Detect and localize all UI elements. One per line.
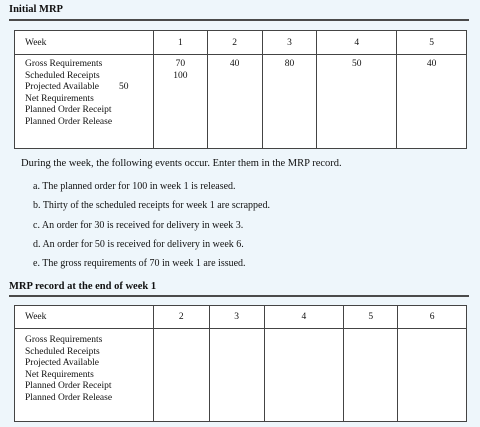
list-item: b. Thirty of the scheduled receipts for week 1 are scrapped. — [33, 200, 270, 212]
mrp-body-row — [15, 55, 467, 149]
cell: 100 — [173, 70, 188, 81]
row-labels-cell — [15, 55, 154, 149]
instructions-list — [33, 180, 270, 276]
end-mrp-table — [14, 305, 467, 422]
instructions-intro: During the week, the following events occur. Enter them in the MRP record. — [21, 158, 342, 169]
week-header-label: Week — [15, 306, 154, 329]
initial-mrp-table — [14, 30, 467, 149]
row-label: Gross Requirements — [25, 59, 103, 69]
cell: 80 — [284, 59, 295, 69]
cell — [263, 71, 317, 83]
row-label: Net Requirements — [25, 369, 94, 380]
initial-mrp-title: Initial MRP — [9, 4, 63, 15]
week-number: 5 — [397, 31, 467, 55]
week-column — [317, 55, 397, 149]
row-label: Net Requirements — [25, 93, 94, 104]
week-number: 3 — [209, 306, 264, 329]
week-header-row — [15, 31, 467, 55]
week-number: 2 — [207, 31, 262, 55]
row-labels-cell — [15, 329, 154, 422]
week-column — [398, 329, 467, 422]
section-divider — [9, 19, 469, 21]
list-item: e. The gross requirements of 70 in week 1 are issued. — [33, 258, 246, 270]
cell: 40 — [426, 59, 437, 69]
week-number: 5 — [344, 306, 398, 329]
cell: 40 — [229, 59, 240, 69]
cell: 50 — [352, 59, 362, 69]
row-label: Gross Requirements — [25, 335, 103, 345]
row-label: Planned Order Receipt — [25, 105, 112, 116]
end-mrp-title: MRP record at the end of week 1 — [9, 281, 157, 292]
initial-projected-available: 50 — [118, 82, 129, 93]
row-label: Projected Available — [25, 358, 99, 369]
list-item: d. An order for 50 is received for delivery in week 6. — [33, 238, 244, 250]
row-label: Scheduled Receipts — [25, 346, 100, 357]
week-column — [207, 55, 262, 149]
week-column — [262, 55, 317, 149]
cell — [208, 71, 262, 83]
week-column — [153, 55, 207, 149]
week-number: 4 — [317, 31, 397, 55]
week-column — [264, 329, 344, 422]
week-number: 4 — [264, 306, 344, 329]
mrp-body-row — [15, 329, 467, 422]
week-column — [209, 329, 264, 422]
week-column — [344, 329, 398, 422]
week-number: 2 — [153, 306, 209, 329]
row-label: Planned Order Receipt — [25, 381, 112, 392]
row-label: Planned Order Release — [25, 116, 113, 127]
row-label: Scheduled Receipts — [25, 70, 100, 81]
week-number: 1 — [153, 31, 207, 55]
section-divider — [9, 295, 469, 297]
cell — [317, 71, 396, 83]
list-item: a. The planned order for 100 in week 1 is released. — [33, 181, 236, 192]
list-item: c. An order for 30 is received for delivery in week 3. — [33, 219, 244, 231]
week-header-label: Week — [15, 31, 154, 55]
week-number: 3 — [262, 31, 317, 55]
cell: 70 — [175, 59, 186, 69]
week-header-row — [15, 306, 467, 329]
week-column — [153, 329, 209, 422]
row-label: Projected Available — [25, 82, 99, 93]
week-number: 6 — [398, 306, 467, 329]
row-label: Planned Order Release — [25, 392, 113, 403]
cell — [397, 71, 466, 83]
week-column — [397, 55, 467, 149]
